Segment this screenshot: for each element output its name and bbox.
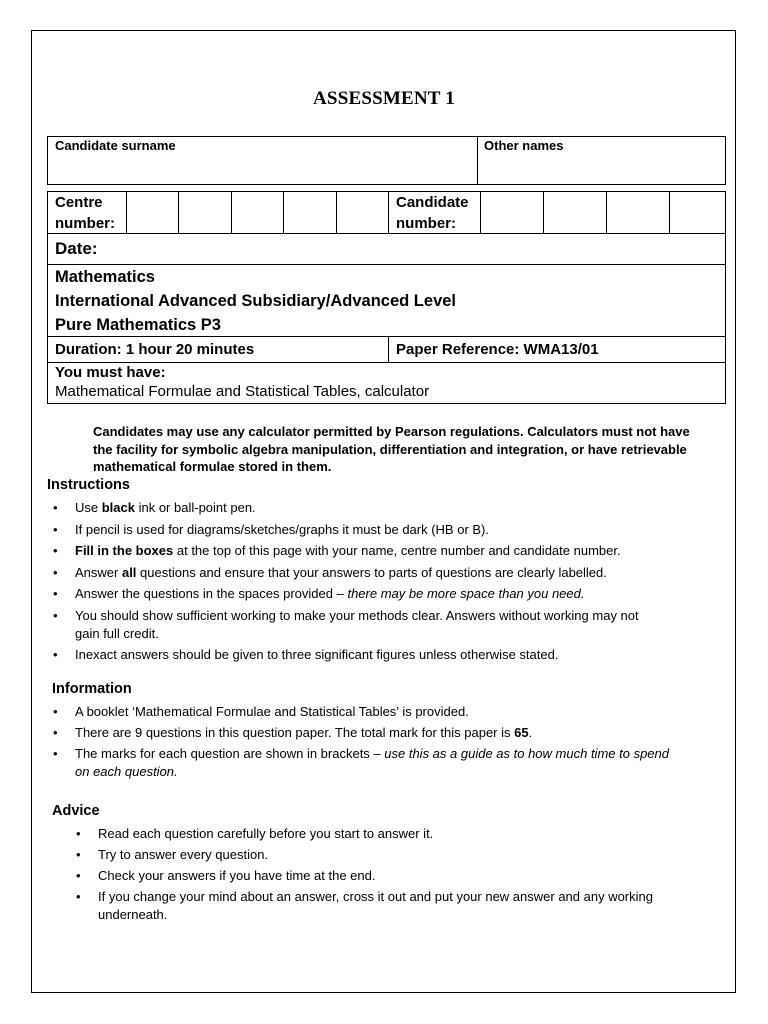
item-text: use this as a guide as to how much time to spend on each question.: [75, 746, 669, 779]
subject-name: Mathematics: [55, 268, 155, 286]
list-item: [53, 542, 685, 560]
item-text: The marks for each question are shown in brackets –: [75, 746, 385, 761]
list-item: [53, 646, 685, 664]
item-text: Fill in the boxes: [75, 543, 174, 558]
duration: Duration: 1 hour 20 minutes: [55, 341, 255, 358]
item-text: There are 9 questions in this question paper. The total mark for this paper is: [75, 725, 515, 740]
candidate-digit-box-1[interactable]: [481, 192, 543, 233]
instructions-list: [53, 499, 685, 664]
centre-digit-box-2[interactable]: [179, 192, 231, 233]
information-list: [53, 703, 675, 781]
instructions-heading: Instructions: [47, 477, 130, 493]
bullet: •: [53, 500, 58, 515]
candidate-digit-box-4[interactable]: [670, 192, 725, 233]
bullet: •: [76, 889, 81, 904]
candidate-label-line1: Candidate: [396, 194, 469, 211]
date-field[interactable]: [110, 235, 724, 263]
list-item: [76, 867, 668, 885]
item-text: Read each question carefully before you start to answer it.: [98, 826, 434, 841]
list-item: [76, 825, 668, 843]
bullet: •: [53, 607, 58, 623]
centre-digit-box-4[interactable]: [284, 192, 336, 233]
candidate-surname-label: Candidate surname: [55, 138, 176, 153]
divider: [388, 191, 389, 234]
list-item: [53, 607, 665, 643]
bullet: •: [53, 521, 58, 537]
bullet: •: [53, 543, 58, 558]
item-text: Inexact answers should be given to three significant figures unless otherwise stated.: [75, 647, 559, 662]
must-have-label: You must have:: [55, 364, 166, 381]
list-item: [53, 564, 685, 582]
list-item: [53, 499, 685, 517]
item-text: questions and ensure that your answers to parts of questions are clearly labelled.: [136, 564, 607, 580]
must-have-items: Mathematical Formulae and Statistical Tables, calculator: [55, 383, 430, 400]
item-text: black: [101, 500, 135, 515]
centre-digit-box-3[interactable]: [232, 192, 283, 233]
item-text: .: [528, 725, 533, 740]
list-item: [76, 846, 668, 864]
list-item: [53, 521, 685, 539]
item-text: If you change your mind about an answer, cross it out and put your new answer and any working underneath.: [98, 889, 653, 922]
list-item: [53, 745, 675, 781]
list-item: [53, 703, 675, 721]
list-item: [53, 585, 685, 603]
list-item: [53, 724, 675, 742]
page-title: ASSESSMENT 1: [313, 88, 455, 109]
item-text: You should show sufficient working to make your methods clear. Answers without working may not gain full credit.: [75, 607, 639, 641]
candidate-digit-box-3[interactable]: [607, 192, 669, 233]
date-label: Date:: [55, 239, 98, 258]
qualification-level: International Advanced Subsidiary/Advanced Level: [55, 292, 457, 310]
centre-number-label: [55, 192, 115, 234]
candidate-digit-box-2[interactable]: [544, 192, 606, 233]
unit-name: Pure Mathematics P3: [55, 316, 221, 334]
item-text: 65: [514, 725, 529, 740]
divider: [47, 336, 726, 337]
centre-label-line2: number:: [55, 215, 115, 232]
information-heading: Information: [52, 681, 132, 697]
subject-block: [55, 265, 456, 337]
bullet: •: [76, 826, 81, 841]
bullet: •: [53, 704, 58, 719]
item-text: Try to answer every question.: [98, 847, 269, 862]
item-text: If pencil is used for diagrams/sketches/graphs it must be dark (HB or B).: [75, 521, 490, 537]
other-names-label: Other names: [484, 138, 564, 153]
bullet: •: [53, 746, 58, 761]
centre-digit-box-1[interactable]: [127, 192, 178, 233]
item-text: there may be more space than you need.: [347, 586, 585, 601]
item-text: ink or ball-point pen.: [134, 500, 256, 515]
list-item: [76, 888, 668, 924]
bullet: •: [76, 847, 81, 862]
bullet: •: [53, 647, 58, 662]
item-text: A booklet ‘Mathematical Formulae and Statistical Tables’ is provided.: [75, 704, 469, 719]
bullet: •: [53, 725, 58, 740]
centre-label-line1: Centre: [55, 194, 103, 211]
divider: [388, 336, 389, 362]
item-text: Answer: [75, 564, 122, 580]
candidate-number-label: [396, 192, 469, 234]
item-text: at the top of this page with your name, centre number and candidate number.: [173, 543, 621, 558]
bullet: •: [53, 564, 58, 580]
bullet: •: [76, 868, 81, 883]
item-text: Check your answers if you have time at the end.: [98, 868, 376, 883]
item-text: Answer the questions in the spaces provided –: [75, 586, 348, 601]
other-names-field[interactable]: [478, 156, 725, 184]
divider: [47, 233, 726, 234]
bullet: •: [53, 586, 58, 601]
item-text: Use: [75, 500, 102, 515]
centre-digit-box-5[interactable]: [337, 192, 388, 233]
candidate-label-line2: number:: [396, 215, 456, 232]
candidate-surname-field[interactable]: [48, 156, 476, 184]
advice-list: [76, 825, 668, 924]
item-text: all: [121, 564, 137, 580]
paper-reference: Paper Reference: WMA13/01: [396, 341, 599, 358]
advice-heading: Advice: [52, 803, 100, 819]
calculator-note: Candidates may use any calculator permitted by Pearson regulations. Calculators must not have the facility for symbolic algebra manipulation, differentiation and integration, or have retrievable mathematical formulae stored in them.: [93, 424, 690, 474]
